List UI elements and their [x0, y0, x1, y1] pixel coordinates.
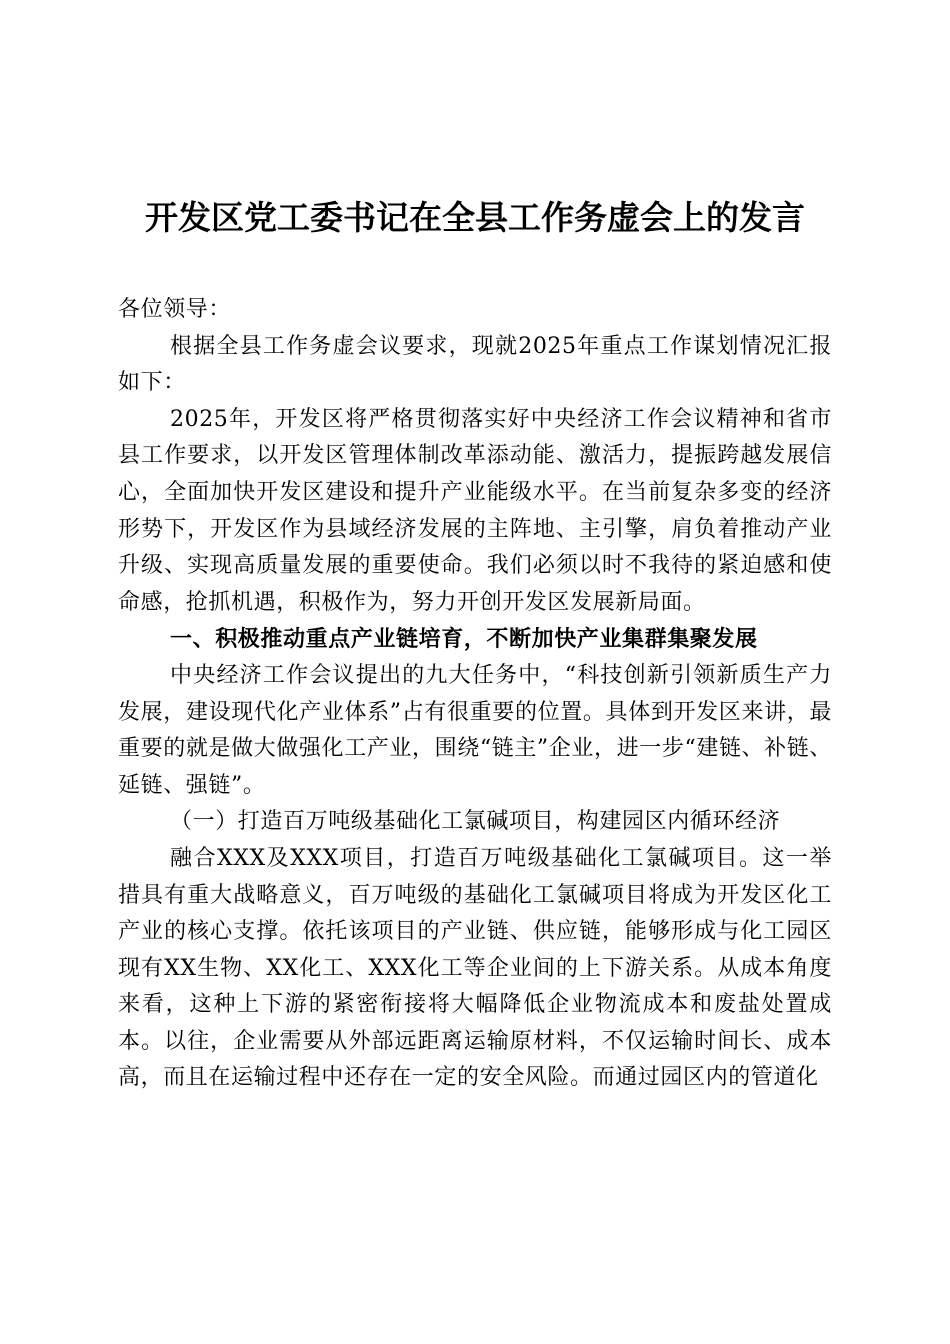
- paragraph-overview: 2025年，开发区将严格贯彻落实好中央经济工作会议精神和省市县工作要求，以开发区管理体制改革添动能、激活力，提振跨越发展信心，全面加快开发区建设和提升产业能级水平。在当前复杂多变的经济形势下，开发区作为县域经济发展的主阵地、主引擎，肩负着推动产业升级、实现高质量发展的重要使命。我们必须以时不我待的紧迫感和使命感，抢抓机遇，积极作为，努力开创开发区发展新局面。: [118, 406, 832, 615]
- section-heading-1: 一、积极推动重点产业链培育，不断加快产业集群集聚发展: [170, 626, 758, 653]
- salutation: 各位领导：: [118, 297, 232, 322]
- paragraph-subsection-1: 融合XXX及XXX项目，打造百万吨级基础化工氯碱项目。这一举措具有重大战略意义，百万吨级的基础化工氯碱项目将成为开发区化工产业的核心支撑。依托该项目的产业链、供应链，能够形成与化工园区现有XX生物、XX化工、XXX化工等企业间的上下游关系。从成本角度来看，这种上下游的紧密衔接将大幅降低企业物流成本和废盐处置成本。以往，企业需要从外部远距离运输原材料，不仅运输时间长、成本高，而且在运输过程中还存在一定的安全风险。而通过园区内的管道化: [118, 845, 832, 1091]
- subsection-heading-1: （一）打造百万吨级基础化工氯碱项目，构建园区内循环经济: [170, 809, 781, 835]
- document-body: [118, 292, 832, 1097]
- paragraph-intro: 根据全县工作务虚会议要求，现就2025年重点工作谋划情况汇报如下：: [118, 333, 832, 396]
- paragraph-section-1: 中央经济工作会议提出的九大任务中，“科技创新引领新质生产力发展，建设现代化产业体系”占有很重要的位置。具体到开发区来讲，最重要的就是做大做强化工产业，围绕“链主”企业，进一步“建链、补链、延链、强链”。: [118, 662, 832, 798]
- document-title: 开发区党工委书记在全县工作务虚会上的发言: [145, 198, 805, 237]
